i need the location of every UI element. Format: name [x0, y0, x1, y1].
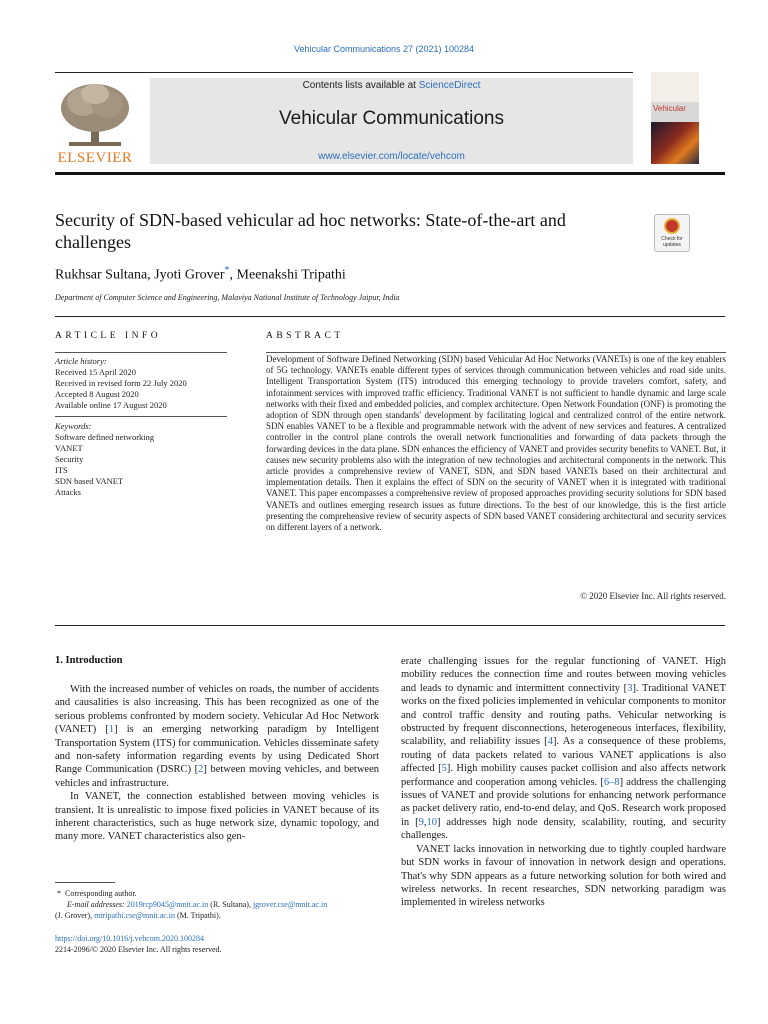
journal-name: Vehicular Communications [279, 108, 504, 129]
abstract-heading: ABSTRACT [266, 331, 344, 341]
sciencedirect-link[interactable]: ScienceDirect [418, 80, 481, 91]
body-left-column [55, 683, 379, 844]
email-link[interactable]: jgrover.cse@mnit.ac.in [252, 900, 328, 909]
journal-url-link[interactable]: www.elsevier.com/locate/vehcom [318, 151, 465, 162]
title-block-rule [55, 316, 725, 317]
keywords-label: Keywords: [55, 421, 92, 431]
keywords-rule [55, 416, 227, 417]
citation-link[interactable]: 5 [441, 763, 447, 775]
history-received: Received 15 April 2020 [55, 367, 136, 377]
header-bottom-rule [55, 172, 725, 175]
keyword-item: SDN based VANET [55, 476, 124, 486]
elsevier-wordmark: ELSEVIER [57, 150, 133, 166]
paragraph: In VANET, the connection established between moving vehicles is transient. It is unrealistic to impose fixed policies in VANET because of its inherent characteristics, such as huge network size, dynamic topology, and many more. VANET characteristics also gen- [55, 791, 379, 843]
elsevier-tree-logo [55, 80, 135, 150]
section-heading-introduction: 1. Introduction [55, 655, 123, 666]
keyword-item: Attacks [55, 487, 81, 497]
citation-link[interactable]: 4 [547, 736, 553, 748]
bookmark-icon [664, 218, 680, 234]
article-history [55, 356, 235, 411]
cover-title: Vehicular [653, 104, 686, 113]
abstract-copyright: © 2020 Elsevier Inc. All rights reserved. [580, 591, 726, 601]
article-title: Security of SDN-based vehicular ad hoc networks: State-of-the-art and challenges [55, 210, 566, 252]
history-accepted: Accepted 8 August 2020 [55, 389, 139, 399]
email-link[interactable]: 2019rcp9045@mnit.ac.in [126, 900, 209, 909]
citation-link[interactable]: 9 [418, 816, 424, 828]
journal-cover-image[interactable] [651, 72, 699, 164]
cover-photo [651, 122, 699, 164]
citation-link[interactable]: 2 [198, 764, 204, 776]
keyword-item: ITS [55, 465, 68, 475]
contents-line [150, 80, 633, 91]
abstract-rule [266, 352, 726, 353]
citation-link[interactable]: 3 [627, 682, 633, 694]
affiliation: Department of Computer Science and Engineering, Malaviya National Institute of Technology Jaipur, India [55, 293, 400, 302]
paragraph: With the increased number of vehicles on roads, the number of accidents and causalities is also increasing. This has been recognized as one of the serious problems confronted by modern society. Vehicular Ad Hoc Network (VANET) [1] is an emerging networking paradigm by Intelligent Transportation System (ITS) for communication. Vehicles disseminate safety and non-safety information regarding events by using Dedicated Short Range Communication (DSRC) [2] between moving vehicles, and between vehicles and infrastructure. [55, 684, 380, 789]
abstract-text: Development of Software Defined Networking (SDN) based Vehicular Ad Hoc Networks (VANETs) is one of the key enablers of 5G technology. VANETs enable different types of services through communication between vehicles and road side units. Intelligent Transportation System (ITS) introduced this emerging technology to provide travelers comfort, safety, and infotainment services with improved traffic efficiency. Traditional VANET is not sufficient to handle dynamic and large scale networks with their fixed and embedded policies, and complex architecture. Open Network Foundation (ONF) is promoting the adoption of SDN through open standards' development by facilitating logical and centralized control of the entire network. SDN enables VANET to be a flexible and programmable network with the advent of new services and features. A centralized controller in the control plane controls the overall network functionalities and forwarding of data packets through the forwarding devices in the data plane. SDN enhances the efficiency of VANET and provides security benefits to VANET. But, it causes new security problems also with the integration of new technologies and architectural components in the network. This article provides a comprehensive review of VANET, SDN, and SDN based VANETs based on their architectural and implementation details. Then it explains the effect of SDN on the security of VANET when it is integrated with traditional VANET. This paper encompasses a comprehensive review of proposed approaches providing security solutions for SDN based VANETs and outlines emerging research issues as future directions. To the best of our knowledge, this is the first article presenting the comprehensive review of security aspects of SDN based VANET considering architectural and security services on different layers of a network. [266, 354, 726, 533]
header-top-rule [55, 72, 633, 73]
citation-link[interactable]: 1 [108, 724, 115, 736]
corresponding-author-note: * Corresponding author. [57, 889, 137, 898]
author-list [55, 265, 615, 284]
authors-last: , Meenakshi Tripathi [229, 267, 346, 283]
cover-top-band [651, 72, 699, 102]
body-start-rule [55, 625, 725, 626]
email-addresses: E-mail addresses: 2019rcp9045@mnit.ac.in (R. Sultana), jgrover.cse@mnit.ac.in [67, 900, 328, 909]
keyword-item: VANET [55, 443, 83, 453]
paragraph: VANET lacks innovation in networking due to tightly coupled hardware but SDN works in favour of innovation in network design and operations. That's why SDN appears as a future networking solution for both wired and wireless networks. In recent researches, SDN networking paradigm was implemented in wireless networks [401, 843, 726, 909]
check-for-updates-badge[interactable] [654, 214, 690, 252]
check-for-updates-label: Check for updates [661, 236, 683, 248]
keyword-item: Security [55, 454, 84, 464]
contents-prefix: Contents lists available at [302, 80, 419, 91]
article-info-heading: ARTICLE INFO [55, 331, 162, 341]
doi-block [55, 933, 375, 955]
email-link[interactable]: mtripathi.cse@mnit.ac.in [94, 911, 176, 920]
email-addresses-cont: (J. Grover), mtripathi.cse@mnit.ac.in (M. Tripathi). [55, 911, 221, 920]
citation-link[interactable]: 10 [426, 816, 437, 828]
citation-link[interactable]: 6–8 [603, 776, 620, 788]
corresponding-author-mark[interactable]: * [224, 265, 230, 276]
body-right-column [401, 655, 726, 910]
doi-link[interactable]: https://doi.org/10.1016/j.vehcom.2020.100284 [55, 934, 204, 943]
issn-copyright: 2214-2096/© 2020 Elsevier Inc. All rights reserved. [55, 945, 222, 954]
footnote-rule [55, 882, 115, 883]
history-online: Available online 17 August 2020 [55, 400, 167, 410]
journal-citation-link[interactable]: Vehicular Communications 27 (2021) 100284 [293, 44, 475, 54]
paragraph: erate challenging issues for the regular functioning of VANET. High mobility reduces the connection time and routes between moving vehicles and leads to dynamic and intermittent connectivity [3]. Traditional VANET works on the fixed policies implemented in vehicular components to monitor and control traffic density and routing paths. Vehicular networking is obstructed by frequent disconnections, heterogeneous interfaces, flexibility, scalability, and reliability issues [4]. As a consequence of these problems, routing of data packets related to various VANET applications is also affected [5]. High mobility causes packet collision and also affects network performance and cooperation among vehicles. [6–8] address the challenging issues of VANET and provide solutions for enhancing network performance as packet delivery ratio, end-to-end delay, and QoS. Research work proposed in [9,10] addresses high node density, scalability, routing, and security challenges. [401, 656, 726, 842]
footnote [55, 888, 375, 921]
authors-first: Rukhsar Sultana, Jyoti Grover [55, 267, 225, 283]
journal-masthead [150, 78, 633, 164]
article-info-rule [55, 352, 227, 353]
history-label: Article history: [55, 356, 107, 366]
keyword-item: Software defined networking [55, 432, 155, 442]
history-revised: Received in revised form 22 July 2020 [55, 378, 187, 388]
keywords [55, 421, 235, 498]
